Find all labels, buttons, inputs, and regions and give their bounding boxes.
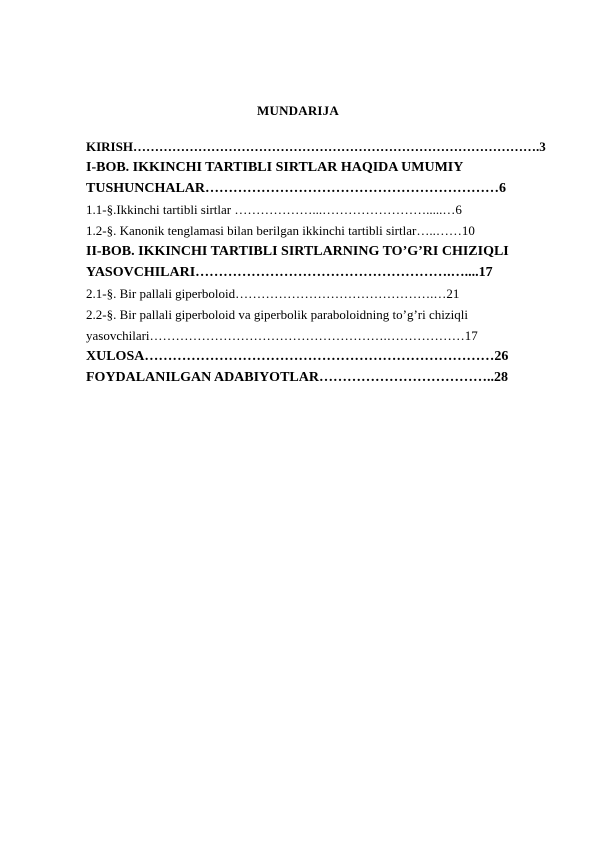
page-title: MUNDARIJA <box>257 103 339 118</box>
toc-entry-chapter-1-line-1: I-BOB. IKKINCHI TARTIBLI SIRTLAR HAQIDA UMUMIY <box>86 160 464 175</box>
toc-entry-kirish: KIRISH………………………………………………………………………………….3 <box>86 139 546 154</box>
toc-entry-section-2-2-line-2: yasovchilari……………………………………………….………………17 <box>86 328 478 343</box>
toc-entry-chapter-2-line-2: YASOVCHILARI……………………………………………….…....17 <box>86 265 493 280</box>
toc-entry-section-2-1: 2.1-§. Bir pallali giperboloid……………………………………….…21 <box>86 286 460 301</box>
toc-entry-chapter-2-line-1: II-BOB. IKKINCHI TARTIBLI SIRTLARNING TO’G’RI CHIZIQLI <box>86 244 509 259</box>
toc-entry-section-1-2: 1.2-§. Kanonik tenglamasi bilan berilgan ikkinchi tartibli sirtlar…..……10 <box>86 223 475 238</box>
toc-entry-xulosa: XULOSA…………………………………………………………………26 <box>86 349 509 364</box>
toc-entry-section-1-1: 1.1-§.Ikkinchi tartibli sirtlar ………………...…………………….....…6 <box>86 202 462 217</box>
toc-entry-adabiyotlar: FOYDALANILGAN ADABIYOTLAR………………………………..28 <box>86 370 508 385</box>
table-of-contents <box>86 136 546 388</box>
toc-entry-chapter-1-line-2: TUSHUNCHALAR………………………………………………………6 <box>86 181 507 196</box>
toc-entry-section-2-2-line-1: 2.2-§. Bir pallali giperboloid va giperbolik paraboloidning to’g’ri chiziqli <box>86 307 468 322</box>
